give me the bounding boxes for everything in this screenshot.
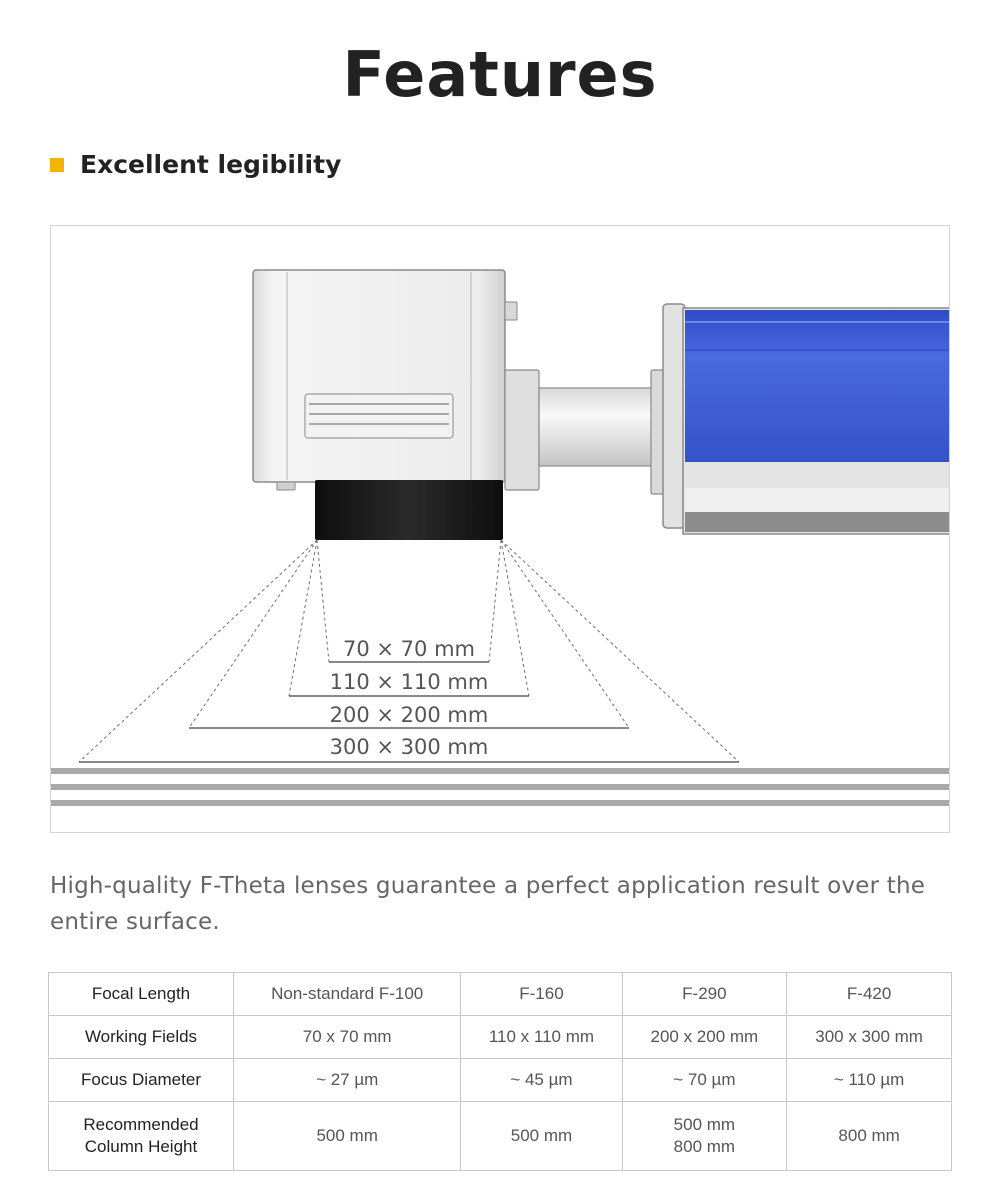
row-header-working-fields: Working Fields [49, 1016, 234, 1059]
f-theta-lens [315, 480, 503, 540]
table-cell: 500 mm [461, 1102, 622, 1171]
page-title: Features [342, 38, 658, 111]
table-cell: F-420 [787, 973, 952, 1016]
field-label-300: 300 × 300 mm [329, 735, 489, 759]
table-cell: 800 mm [787, 1102, 952, 1171]
scan-head [253, 270, 517, 490]
laser-head-illustration [51, 226, 949, 832]
row-header-focal-length: Focal Length [49, 973, 234, 1016]
table-row [49, 1016, 952, 1059]
section-label: Excellent legibility [80, 150, 342, 179]
description-text: High-quality F-Theta lenses guarantee a perfect application result over the entire surface. [50, 873, 926, 935]
row-header-focus-diameter: Focus Diameter [49, 1059, 234, 1102]
table-row [49, 1102, 952, 1171]
table-cell: F-290 [622, 973, 787, 1016]
table-cell: 70 x 70 mm [234, 1016, 461, 1059]
table-cell: Non-standard F-100 [234, 973, 461, 1016]
beam-tube [505, 370, 665, 494]
table-cell: ~ 27 µm [234, 1059, 461, 1102]
row-header-line: Recommended [83, 1115, 199, 1134]
table-row [49, 1059, 952, 1102]
row-header-line: Column Height [84, 1137, 198, 1156]
field-label-70: 70 × 70 mm [343, 637, 475, 661]
table-cell: ~ 70 µm [622, 1059, 787, 1102]
section-heading [50, 150, 341, 179]
table-row [49, 973, 952, 1016]
table-cell: ~ 110 µm [787, 1059, 952, 1102]
laser-head-diagram [50, 225, 950, 833]
table-cell: 200 x 200 mm [622, 1016, 787, 1059]
row-header-column-height [49, 1102, 234, 1171]
spec-table [48, 972, 952, 1171]
table-cell: F-160 [461, 973, 622, 1016]
table-cell: 500 mm [234, 1102, 461, 1171]
table-cell: ~ 45 µm [461, 1059, 622, 1102]
field-label-110: 110 × 110 mm [329, 670, 489, 694]
field-label-200: 200 × 200 mm [329, 703, 489, 727]
work-surface [51, 768, 949, 806]
square-bullet-icon [50, 158, 64, 172]
table-cell: 500 mm 800 mm [622, 1102, 787, 1171]
table-cell: 110 x 110 mm [461, 1016, 622, 1059]
laser-source [663, 304, 949, 534]
table-cell: 300 x 300 mm [787, 1016, 952, 1059]
